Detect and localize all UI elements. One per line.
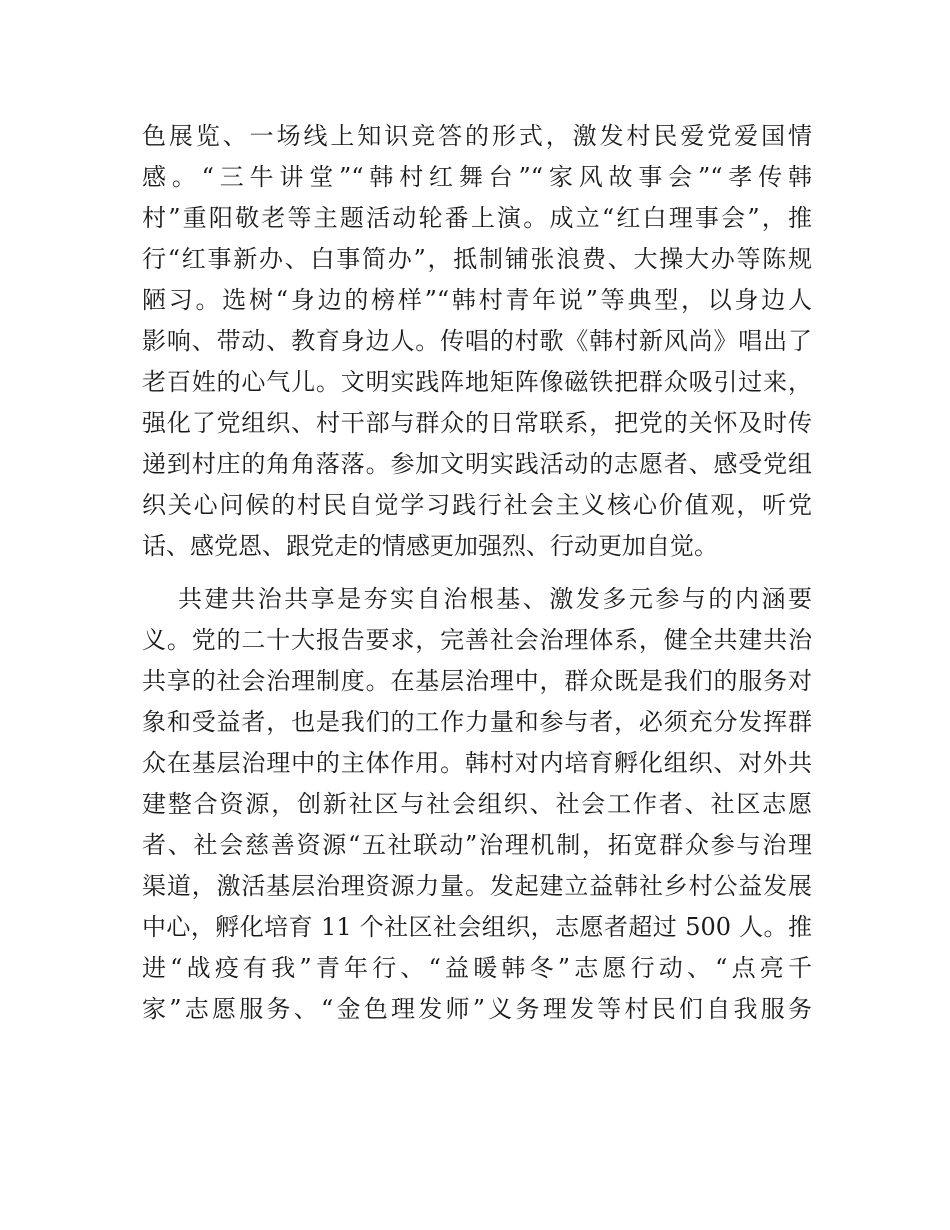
text-line: 感。“三牛讲堂”“韩村红舞台”“家风故事会”“孝传韩 xyxy=(142,163,812,191)
text-line: 色展览、一场线上知识竞答的形式，激发村民爱党爱国情 xyxy=(142,122,812,150)
text-line: 家”志愿服务、“金色理发师”义务理发等村民们自我服务 xyxy=(142,995,812,1023)
text-line: 建整合资源，创新社区与社会组织、社会工作者、社区志愿 xyxy=(142,790,812,818)
text-line: 众在基层治理中的主体作用。韩村对内培育孵化组织、对外共 xyxy=(142,749,812,777)
document-body xyxy=(142,116,812,1030)
text-line: 强化了党组织、村干部与群众的日常联系，把党的关怀及时传 xyxy=(142,409,812,437)
text-line: 象和受益者，也是我们的工作力量和参与者，必须充分发挥群 xyxy=(142,708,812,736)
text-line: 者、社会慈善资源“五社联动”治理机制，拓宽群众参与治理 xyxy=(142,831,812,859)
text-line: 村”重阳敬老等主题活动轮番上演。成立“红白理事会”，推 xyxy=(142,204,812,232)
text-line: 影响、带动、教育身边人。传唱的村歌《韩村新风尚》唱出了 xyxy=(142,327,812,355)
text-line: 织关心问候的村民自觉学习践行社会主义核心价值观，听党 xyxy=(142,491,812,519)
text-line: 共享的社会治理制度。在基层治理中，群众既是我们的服务对 xyxy=(142,667,812,695)
text-line: 中心，孵化培育 11 个社区社会组织，志愿者超过 500 人。推 xyxy=(142,913,812,941)
text-line: 递到村庄的角角落落。参加文明实践活动的志愿者、感受党组 xyxy=(142,450,812,478)
text-line: 陋习。选树“身边的榜样”“韩村青年说”等典型，以身边人 xyxy=(142,286,812,314)
text-line: 进“战疫有我”青年行、“益暖韩冬”志愿行动、“点亮千 xyxy=(142,954,812,982)
text-line: 话、感党恩、跟党走的情感更加强烈、行动更加自觉。 xyxy=(142,532,718,560)
paragraph-spacer xyxy=(142,567,812,579)
paragraph-1 xyxy=(142,116,812,567)
paragraph-2 xyxy=(142,579,812,1030)
text-line: 老百姓的心气儿。文明实践阵地矩阵像磁铁把群众吸引过来， xyxy=(142,368,812,396)
text-line: 共建共治共享是夯实自治根基、激发多元参与的内涵要 xyxy=(178,585,812,613)
text-line: 行“红事新办、白事简办”，抵制铺张浪费、大操大办等陈规 xyxy=(142,245,812,273)
text-line: 渠道，激活基层治理资源力量。发起建立益韩社乡村公益发展 xyxy=(142,872,812,900)
text-line: 义。党的二十大报告要求，完善社会治理体系，健全共建共治 xyxy=(142,626,812,654)
